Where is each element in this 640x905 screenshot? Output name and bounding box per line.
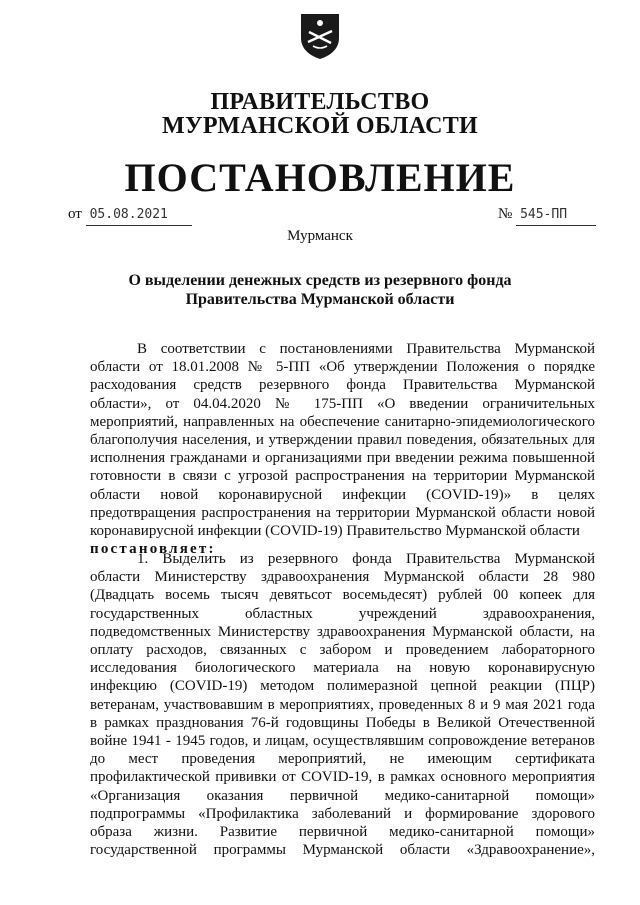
text-line: подпрограммы «Профилактика заболеваний и формирование здорового [90,805,595,822]
text-line: области от 18.01.2008 № 5-ПП «Об утверждении Положения о порядке [90,359,595,376]
document-number: 545-ПП [516,205,596,226]
document-type-title: ПОСТАНОВЛЕНИЕ [124,155,516,200]
text-line: до мест проведения мероприятий, не имеющим сертификата [90,751,595,768]
text-line: 1. Выделить из резервного фонда Правительства Мурманской [137,551,595,567]
text-line: ветеранам, участвовавшим в мероприятиях, проведенных 8 и 9 мая 2021 года [90,696,595,713]
number-row [498,204,596,226]
date-prefix: от [68,206,82,222]
number-prefix: № [498,206,513,222]
text-line: профилактической прививки от COVID-19, в рамках основного мероприятия [90,769,595,786]
text-line: исполнения гражданами и организациями при введении режима повышенной [90,450,595,467]
city-name: Мурманск [287,228,353,244]
text-line: войне 1941 - 1945 годов, и лицам, осуществлявшим сопровождение ветеранов [90,733,595,750]
text-line: готовности в связи с угрозой распространения на территории Мурманской [90,468,595,485]
subject-line2: Правительства Мурманской области [185,291,455,308]
text-line: инфекцию (COVID-19) методом полимеразной цепной реакции (ПЦР) [90,678,595,695]
text-line: области новой коронавирусной инфекции (COVID-19)» в целях [90,486,595,503]
date-value: 05.08.2021 [86,205,192,226]
organization-name-line2: МУРМАНСКОЙ ОБЛАСТИ [162,113,478,139]
text-line: образа жизни. Развитие первичной медико-санитарной помощи» [90,824,595,841]
text-line: предотвращения распространения на территории Мурманской области новой [90,504,595,521]
coat-of-arms-icon [299,12,341,60]
resolves-keyword: постановляет: [90,541,216,558]
text-line: исследования биологического материала на новую коронавирусную [90,660,595,677]
subject-line1: О выделении денежных средств из резервного фонда [128,272,512,289]
text-line: коронавирусной инфекции (COVID-19) Правительство Мурманской области [90,523,580,540]
text-line: В соответствии с постановлениями Правительства Мурманской [137,341,595,357]
text-line: области», от 04.04.2020 № 175-ПП «О введении ограничительных [90,395,595,412]
text-line: расходования средств резервного фонда Правительства Мурманской [90,377,595,394]
text-line: благополучия населения, и утверждении правил поведения, обязательных для [90,432,595,449]
text-line: подведомственных Министерству здравоохранения Мурманской области, на [90,623,595,640]
organization-name-line1: ПРАВИТЕЛЬСТВО [210,89,430,115]
text-line: мероприятий, направленных на обеспечение санитарно-эпидемиологического [90,413,595,430]
text-line: государственной программы Мурманской области «Здравоохранение», [90,842,595,859]
preamble-paragraph [90,340,595,558]
text-line: «Организация оказания первичной медико-санитарной помощи» [90,787,595,804]
text-line: государственных областных учреждений здравоохранения, [90,605,595,622]
item-1-paragraph [90,550,595,859]
date-row [68,204,192,226]
text-line: в рамках празднования 76-й годовщины Победы в Великой Отечественной [90,714,595,731]
text-line: области Министерству здравоохранения Мурманской области 28 980 [90,569,595,586]
text-line: (Двадцать восемь тысяч девятьсот восемьдесят) рублей 00 копеек для [90,587,595,604]
text-line: оплату расходов, связанных с забором и проведением лабораторного [90,642,595,659]
